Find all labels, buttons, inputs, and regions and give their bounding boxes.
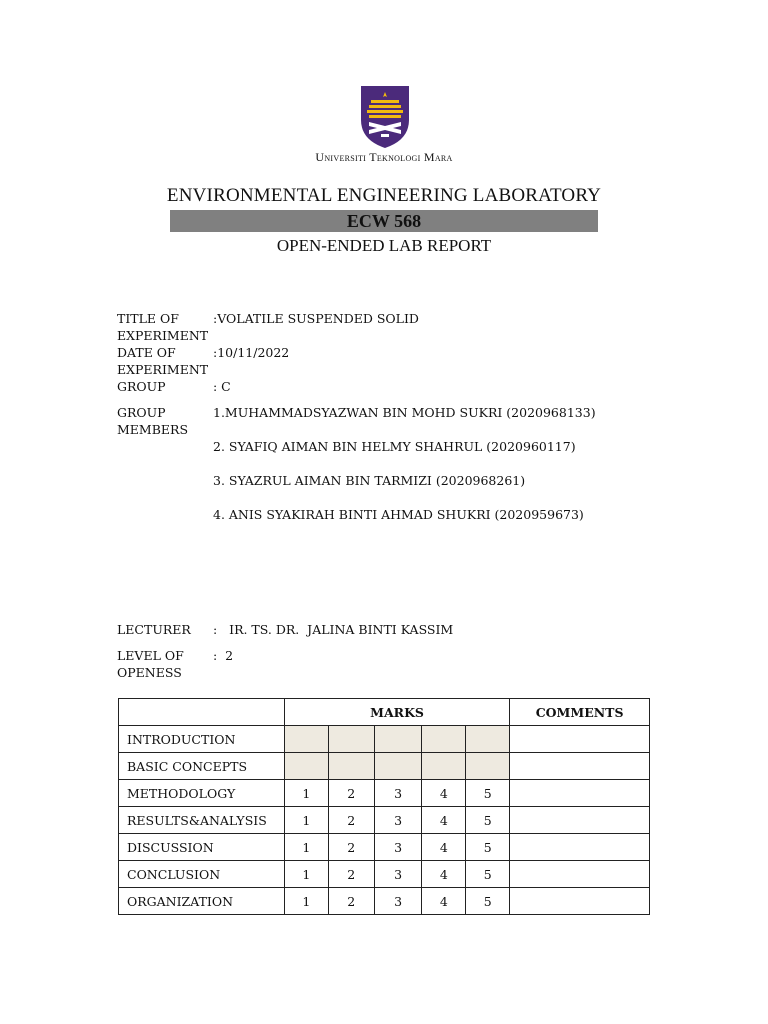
comment-cell bbox=[510, 861, 650, 888]
report-type: OPEN-ENDED LAB REPORT bbox=[276, 236, 492, 255]
table-header-row bbox=[119, 699, 650, 726]
title-value: :VOLATILE SUSPENDED SOLID bbox=[213, 311, 419, 326]
lab-title: ENVIRONMENTAL ENGINEERING LABORATORY bbox=[166, 185, 602, 206]
university-name: Universiti Teknologi Mara bbox=[315, 150, 453, 164]
score-cell: 4 bbox=[422, 861, 466, 888]
criterion-label: BASIC CONCEPTS bbox=[119, 753, 285, 780]
score-cell: 3 bbox=[374, 861, 422, 888]
score-cell bbox=[374, 726, 422, 753]
table-row bbox=[119, 861, 650, 888]
score-cell: 2 bbox=[328, 861, 374, 888]
score-cell: 5 bbox=[466, 780, 510, 807]
score-cell bbox=[374, 753, 422, 780]
group-value: : C bbox=[213, 379, 231, 394]
score-cell: 1 bbox=[284, 861, 328, 888]
marks-table bbox=[118, 698, 650, 915]
score-cell: 2 bbox=[328, 834, 374, 861]
score-cell bbox=[422, 753, 466, 780]
comment-cell bbox=[510, 834, 650, 861]
score-cell: 1 bbox=[284, 834, 328, 861]
score-cell: 2 bbox=[328, 780, 374, 807]
comment-cell bbox=[510, 726, 650, 753]
criterion-label: INTRODUCTION bbox=[119, 726, 285, 753]
table-row bbox=[119, 726, 650, 753]
marks-header: MARKS bbox=[284, 699, 509, 726]
score-cell: 3 bbox=[374, 834, 422, 861]
comment-cell bbox=[510, 888, 650, 915]
criterion-label: CONCLUSION bbox=[119, 861, 285, 888]
table-row bbox=[119, 780, 650, 807]
score-cell: 1 bbox=[284, 780, 328, 807]
comment-cell bbox=[510, 807, 650, 834]
score-cell: 5 bbox=[466, 861, 510, 888]
score-cell: 2 bbox=[328, 888, 374, 915]
members-label: GROUP MEMBERS bbox=[117, 405, 189, 437]
lecturer-label: LECTURER bbox=[117, 622, 191, 637]
member-3: 3. SYAZRUL AIMAN BIN TARMIZI (2020968261) bbox=[213, 473, 526, 488]
score-cell bbox=[466, 726, 510, 753]
date-label: DATE OF EXPERIMENT bbox=[117, 345, 209, 377]
criterion-label: RESULTS&ANALYSIS bbox=[119, 807, 285, 834]
score-cell: 5 bbox=[466, 888, 510, 915]
empty-header-cell bbox=[119, 699, 285, 726]
course-code: ECW 568 bbox=[170, 210, 598, 232]
score-cell bbox=[328, 726, 374, 753]
level-label: LEVEL OF OPENESS bbox=[117, 648, 184, 680]
table-row bbox=[119, 888, 650, 915]
uitm-logo bbox=[357, 84, 413, 150]
score-cell: 3 bbox=[374, 888, 422, 915]
score-cell: 3 bbox=[374, 780, 422, 807]
comment-cell bbox=[510, 780, 650, 807]
score-cell: 4 bbox=[422, 834, 466, 861]
group-label: GROUP bbox=[117, 379, 166, 394]
table-row bbox=[119, 834, 650, 861]
score-cell bbox=[284, 753, 328, 780]
criterion-label: DISCUSSION bbox=[119, 834, 285, 861]
score-cell: 4 bbox=[422, 888, 466, 915]
member-1: 1.MUHAMMADSYAZWAN BIN MOHD SUKRI (2020968133) bbox=[213, 405, 596, 420]
score-cell: 5 bbox=[466, 834, 510, 861]
score-cell: 1 bbox=[284, 807, 328, 834]
table-row bbox=[119, 753, 650, 780]
member-2: 2. SYAFIQ AIMAN BIN HELMY SHAHRUL (2020960117) bbox=[213, 439, 576, 454]
member-4: 4. ANIS SYAKIRAH BINTI AHMAD SHUKRI (2020959673) bbox=[213, 507, 584, 522]
comments-header: COMMENTS bbox=[510, 699, 650, 726]
table-row bbox=[119, 807, 650, 834]
criterion-label: ORGANIZATION bbox=[119, 888, 285, 915]
score-cell: 3 bbox=[374, 807, 422, 834]
lecturer-value: : IR. TS. DR. JALINA BINTI KASSIM bbox=[213, 622, 454, 637]
criterion-label: METHODOLOGY bbox=[119, 780, 285, 807]
score-cell bbox=[422, 726, 466, 753]
title-label: TITLE OF EXPERIMENT bbox=[117, 311, 209, 343]
score-cell bbox=[328, 753, 374, 780]
score-cell: 2 bbox=[328, 807, 374, 834]
level-value: : 2 bbox=[213, 648, 234, 663]
date-value: :10/11/2022 bbox=[213, 345, 290, 360]
score-cell: 1 bbox=[284, 888, 328, 915]
comment-cell bbox=[510, 753, 650, 780]
score-cell bbox=[284, 726, 328, 753]
score-cell: 4 bbox=[422, 807, 466, 834]
score-cell: 4 bbox=[422, 780, 466, 807]
score-cell: 5 bbox=[466, 807, 510, 834]
score-cell bbox=[466, 753, 510, 780]
